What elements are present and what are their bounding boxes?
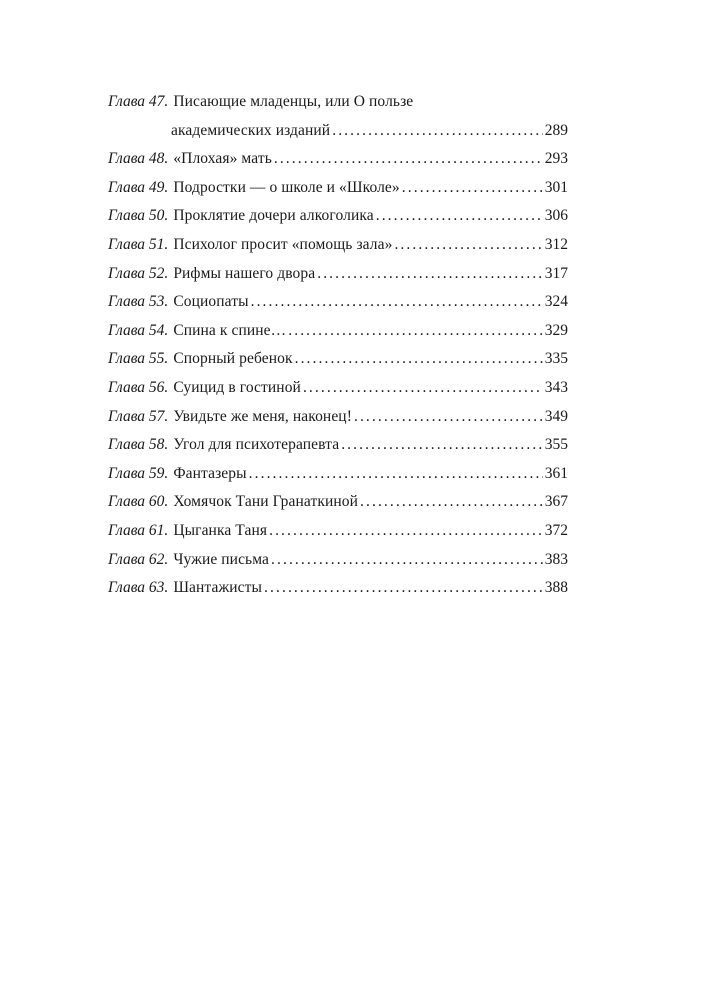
toc-entry-60[interactable] — [108, 488, 568, 517]
toc-entry-47[interactable] — [108, 88, 568, 145]
toc-entry-52[interactable] — [108, 260, 568, 289]
page-number: 372 — [544, 521, 568, 539]
chapter-label: Глава 47. — [108, 93, 169, 110]
chapter-label: Глава 58. — [108, 436, 169, 454]
chapter-title-continued: академических изданий — [171, 121, 331, 139]
toc-entry-53[interactable] — [108, 288, 568, 317]
dot-leader — [402, 174, 543, 203]
chapter-title: Угол для психотерапевта — [173, 436, 340, 454]
page-number: 388 — [544, 579, 568, 597]
chapter-title: Чужие письма — [173, 550, 270, 568]
page-number: 361 — [544, 464, 568, 482]
page-number: 367 — [544, 493, 568, 511]
chapter-title: Спорный ребенок — [173, 350, 293, 368]
page-number: 383 — [544, 550, 568, 568]
dot-leader — [303, 374, 543, 403]
chapter-title: Цыганка Таня — [173, 521, 268, 539]
dot-leader — [332, 117, 543, 146]
chapter-title: Социопаты — [173, 293, 249, 311]
chapter-title: Психолог просит «помощь зала» — [173, 235, 393, 253]
page-number: 306 — [544, 207, 568, 225]
toc-entry-62[interactable] — [108, 546, 568, 575]
dot-leader — [269, 517, 543, 546]
chapter-label: Глава 49. — [108, 178, 169, 196]
chapter-label: Глава 51. — [108, 235, 169, 253]
chapter-title: Фантазеры — [173, 464, 247, 482]
chapter-label: Глава 52. — [108, 264, 169, 282]
dot-leader — [251, 288, 543, 317]
toc-entry-58[interactable] — [108, 431, 568, 460]
chapter-label: Глава 56. — [108, 378, 169, 396]
page-number: 343 — [544, 378, 568, 396]
dot-leader — [376, 202, 543, 231]
chapter-label: Глава 62. — [108, 550, 169, 568]
toc-entry-63[interactable] — [108, 574, 568, 603]
dot-leader — [317, 260, 543, 289]
chapter-title: Суицид в гостиной — [173, 378, 301, 396]
toc-entry-line-continued — [108, 117, 568, 146]
chapter-title: Увидьте же меня, наконец! — [173, 407, 352, 425]
page-number: 312 — [544, 235, 568, 253]
toc-entry-56[interactable] — [108, 374, 568, 403]
toc-entry-line — [108, 88, 568, 117]
chapter-title: Подростки — о школе и «Школе» — [173, 178, 400, 196]
chapter-title: Хомячок Тани Гранаткиной — [173, 493, 359, 511]
page-number: 324 — [544, 293, 568, 311]
dot-leader — [360, 488, 543, 517]
toc-entry-49[interactable] — [108, 174, 568, 203]
page-number: 329 — [544, 321, 568, 339]
toc-entry-51[interactable] — [108, 231, 568, 260]
page-number: 317 — [544, 264, 568, 282]
chapter-label: Глава 60. — [108, 493, 169, 511]
page-number: 293 — [544, 150, 568, 168]
chapter-label: Глава 61. — [108, 521, 169, 539]
table-of-contents — [108, 88, 568, 603]
chapter-label: Глава 57. — [108, 407, 169, 425]
dot-leader — [295, 345, 543, 374]
toc-entry-57[interactable] — [108, 403, 568, 432]
chapter-label: Глава 63. — [108, 579, 169, 597]
dot-leader — [249, 460, 543, 489]
chapter-label: Глава 54. — [108, 321, 169, 339]
chapter-label: Глава 48. — [108, 150, 169, 168]
toc-entry-61[interactable] — [108, 517, 568, 546]
page-number: 355 — [544, 436, 568, 454]
dot-leader — [271, 546, 543, 575]
page-number: 289 — [544, 121, 568, 139]
dot-leader — [354, 403, 543, 432]
page-number: 335 — [544, 350, 568, 368]
toc-entry-55[interactable] — [108, 345, 568, 374]
chapter-title: Проклятие дочери алкоголика — [173, 207, 374, 225]
page-number: 301 — [544, 178, 568, 196]
chapter-title: Шантажисты — [173, 579, 263, 597]
chapter-title: «Плохая» мать — [173, 150, 272, 168]
chapter-label: Глава 53. — [108, 293, 169, 311]
chapter-label: Глава 55. — [108, 350, 169, 368]
chapter-title: Рифмы нашего двора — [173, 264, 316, 282]
chapter-title: Спина к спине… — [173, 321, 287, 339]
page-number: 349 — [544, 407, 568, 425]
chapter-label: Глава 50. — [108, 207, 169, 225]
dot-leader — [274, 145, 543, 174]
toc-entry-50[interactable] — [108, 202, 568, 231]
chapter-title: Писающие младенцы, или О пользе — [173, 93, 414, 110]
toc-entry-54[interactable] — [108, 317, 568, 346]
dot-leader — [264, 574, 543, 603]
dot-leader — [288, 317, 543, 346]
dot-leader — [341, 431, 543, 460]
dot-leader — [394, 231, 542, 260]
chapter-label: Глава 59. — [108, 464, 169, 482]
toc-entry-59[interactable] — [108, 460, 568, 489]
toc-entry-48[interactable] — [108, 145, 568, 174]
